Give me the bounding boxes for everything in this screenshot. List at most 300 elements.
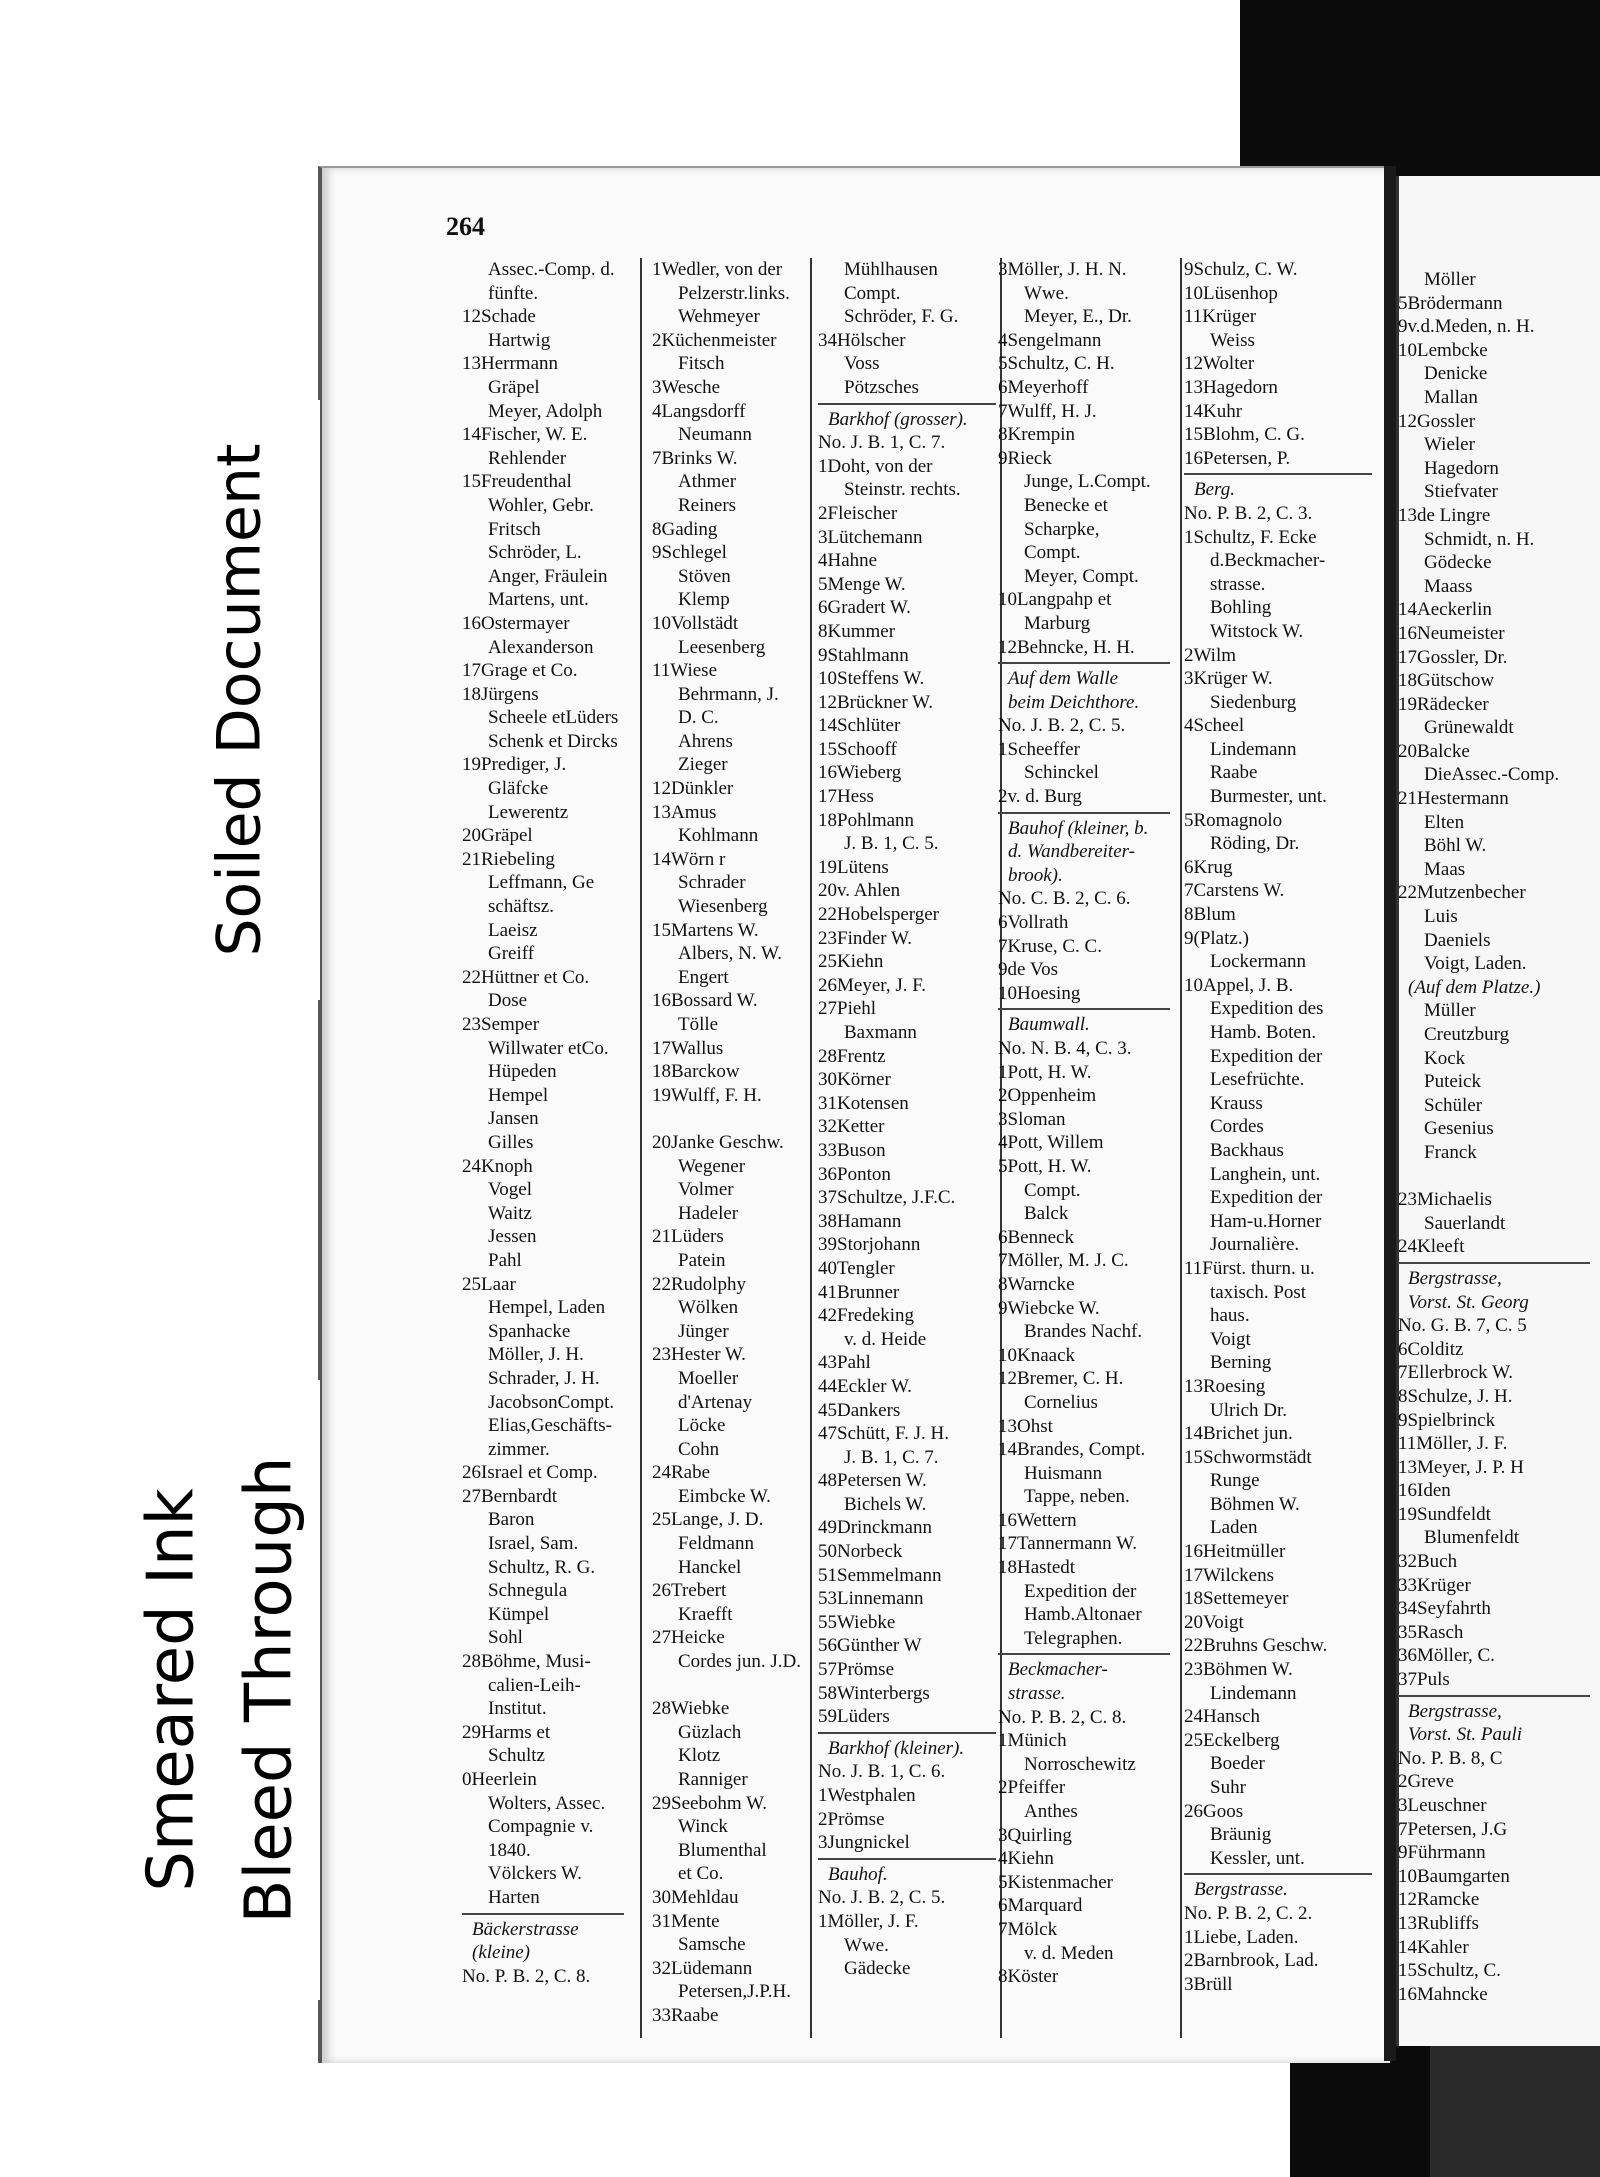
directory-entry: Martens, unt. xyxy=(488,589,589,611)
directory-entry: v. d. Meden xyxy=(1024,1942,1114,1964)
section-rule xyxy=(462,1913,624,1915)
directory-entry: 5Menge W. xyxy=(818,573,906,595)
directory-entry: Institut. xyxy=(488,1698,547,1720)
section-rule xyxy=(998,812,1170,814)
directory-entry: 37Schultze, J.F.C. xyxy=(818,1187,956,1209)
directory-entry: Meyer, Compt. xyxy=(1024,565,1139,587)
directory-entry: Cordes jun. J.D. xyxy=(678,1651,801,1673)
directory-entry: Maass xyxy=(1424,575,1473,597)
directory-entry: 3Jungnickel xyxy=(818,1832,910,1854)
directory-entry: 16Mahncke xyxy=(1398,1983,1488,2005)
directory-entry: 15Schwormstädt xyxy=(1184,1446,1312,1468)
directory-entry: 25Laar xyxy=(462,1273,516,1295)
directory-entry: Schrader xyxy=(678,872,746,894)
directory-entry: 33Buson xyxy=(818,1139,886,1161)
directory-entry: Israel, Sam. xyxy=(488,1533,579,1555)
directory-entry: 18Barckow xyxy=(652,1061,740,1083)
directory-entry: haus. xyxy=(1210,1305,1250,1327)
directory-entry: Sohl xyxy=(488,1627,523,1649)
directory-entry: No. P. B. 2, C. 3. xyxy=(1184,502,1313,524)
directory-entry: No. P. B. 2, C. 8. xyxy=(998,1706,1127,1728)
directory-entry: 28Böhme, Musi- xyxy=(462,1651,591,1673)
smeared-ink-line: Smeared Ink xyxy=(134,1488,208,1892)
directory-entry: Fitsch xyxy=(678,353,725,375)
directory-entry: Völckers W. xyxy=(488,1863,582,1885)
directory-entry: Gesenius xyxy=(1424,1118,1494,1140)
directory-entry: Scheele etLüders xyxy=(488,707,619,729)
directory-entry: 15Martens W. xyxy=(652,919,759,941)
directory-entry: 23Hester W. xyxy=(652,1344,746,1366)
directory-entry: Schrader, J. H. xyxy=(488,1367,600,1389)
directory-entry: Baron xyxy=(488,1509,535,1531)
directory-entry xyxy=(1398,1165,1598,1189)
directory-entry: 57Prömse xyxy=(818,1659,894,1681)
directory-entry: Lesefrüchte. xyxy=(1210,1069,1305,1091)
directory-entry: Daeniels xyxy=(1424,929,1491,951)
directory-entry: Schnegula xyxy=(488,1580,568,1602)
directory-entry: Wieler xyxy=(1424,434,1475,456)
directory-entry: 31Mente xyxy=(652,1910,720,1932)
directory-entry: Moeller xyxy=(678,1367,739,1389)
directory-entry: Krauss xyxy=(1210,1092,1263,1114)
directory-entry: 18Jürgens xyxy=(462,683,539,705)
directory-entry: Gräpel xyxy=(488,376,540,398)
street-heading: Baumwall. xyxy=(1008,1014,1090,1036)
directory-entry: 3Leuschner xyxy=(1398,1795,1487,1816)
directory-entry: Stiefvater xyxy=(1424,481,1498,503)
directory-entry: Möller, J. H. xyxy=(488,1344,584,1366)
directory-entry: Hanckel xyxy=(678,1556,742,1578)
section-rule xyxy=(998,1008,1170,1010)
directory-column-2 xyxy=(652,258,814,2028)
directory-entry: 4Pott, Willem xyxy=(998,1132,1104,1154)
directory-entry: 10Appel, J. B. xyxy=(1184,974,1294,996)
directory-entry: 36Möller, C. xyxy=(1398,1645,1495,1667)
directory-entry: 27Heicke xyxy=(652,1627,725,1649)
directory-entry: 16Iden xyxy=(1398,1480,1451,1502)
directory-entry: Bichels W. xyxy=(844,1493,927,1515)
directory-entry: 27Piehl xyxy=(818,998,877,1020)
directory-entry: Güzlach xyxy=(678,1721,742,1743)
directory-entry: Hagedorn xyxy=(1424,457,1499,479)
directory-entry: J. B. 1, C. 7. xyxy=(844,1446,939,1468)
directory-entry: Böhmen W. xyxy=(1210,1493,1300,1515)
directory-column-4 xyxy=(998,258,1178,1989)
directory-entry: 4Langsdorff xyxy=(652,400,746,422)
directory-entry: No. C. B. 2, C. 6. xyxy=(998,888,1131,910)
street-heading: Bäckerstrasse xyxy=(472,1918,579,1940)
section-rule xyxy=(818,403,996,405)
directory-entry: 5Pott, H. W. xyxy=(998,1155,1092,1177)
directory-entry: Hadeler xyxy=(678,1202,739,1224)
directory-entry: Voss xyxy=(844,353,880,375)
directory-entry: Schultz xyxy=(488,1745,545,1767)
directory-entry: 14Aeckerlin xyxy=(1398,599,1492,621)
directory-entry: Ulrich Dr. xyxy=(1210,1399,1288,1421)
directory-entry: Vogel xyxy=(488,1179,532,1201)
directory-entry: Leesenberg xyxy=(678,636,766,658)
directory-entry: 58Winterbergs xyxy=(818,1682,930,1704)
directory-entry: Rehlender xyxy=(488,447,567,469)
directory-entry: Jessen xyxy=(488,1226,537,1248)
directory-entry: Schüler xyxy=(1424,1094,1483,1116)
directory-entry: Gödecke xyxy=(1424,552,1492,574)
directory-entry: Boeder xyxy=(1210,1753,1265,1775)
directory-entry: 1840. xyxy=(488,1839,531,1861)
directory-entry: 3Möller, J. H. N. xyxy=(998,259,1127,280)
directory-entry: 31Kotensen xyxy=(818,1092,909,1114)
directory-entry: 17Gossler, Dr. xyxy=(1398,646,1508,668)
directory-entry: 48Petersen W. xyxy=(818,1470,927,1492)
street-heading: Vorst. St. Pauli xyxy=(1408,1724,1523,1746)
directory-entry: Löcke xyxy=(678,1415,726,1437)
directory-entry: 9de Vos xyxy=(998,959,1059,981)
directory-entry: Maas xyxy=(1424,858,1466,880)
column-divider-4 xyxy=(1180,258,1182,2038)
directory-entry: 34Seyfahrth xyxy=(1398,1598,1491,1620)
directory-entry: 7Mölck xyxy=(998,1918,1058,1940)
directory-entry: 12Gossler xyxy=(1398,410,1476,432)
directory-entry: 12Bremer, C. H. xyxy=(998,1368,1124,1390)
directory-entry: 19Prediger, J. xyxy=(462,754,567,776)
directory-entry: 1Pott, H. W. xyxy=(998,1061,1092,1083)
directory-entry: Elias,Geschäfts- xyxy=(488,1415,612,1437)
section-rule xyxy=(1184,1873,1372,1875)
directory-entry: 13Ohst xyxy=(998,1415,1053,1437)
directory-entry: 5Brödermann xyxy=(1398,292,1503,314)
directory-entry: 16Bossard W. xyxy=(652,990,758,1012)
directory-entry: 1Wedler, von der xyxy=(652,259,783,280)
directory-entry: Creutzburg xyxy=(1424,1024,1510,1045)
directory-entry: 28Frentz xyxy=(818,1045,886,1067)
section-rule xyxy=(818,1732,996,1734)
directory-entry: Kümpel xyxy=(488,1603,550,1625)
directory-entry: 1Doht, von der xyxy=(818,455,933,477)
directory-entry: 26Israel et Comp. xyxy=(462,1462,598,1484)
directory-entry: 2Küchenmeister xyxy=(652,329,777,351)
directory-entry: 23Michaelis xyxy=(1398,1189,1492,1211)
directory-entry: 12Ramcke xyxy=(1398,1889,1480,1911)
directory-entry: 5Romagnolo xyxy=(1184,809,1283,831)
directory-entry: 42Fredeking xyxy=(818,1305,915,1327)
directory-entry: Kraefft xyxy=(678,1603,733,1625)
directory-entry: 9Schlegel xyxy=(652,542,727,564)
directory-entry: 13Herrmann xyxy=(462,353,559,375)
directory-entry: 59Lüders xyxy=(818,1706,890,1728)
directory-entry: 6Benneck xyxy=(998,1226,1074,1248)
directory-entry: zimmer. xyxy=(488,1438,550,1460)
directory-entry: 1Schultz, F. Ecke xyxy=(1184,526,1317,548)
directory-entry: 16Wettern xyxy=(998,1509,1077,1531)
directory-entry: Elten xyxy=(1424,811,1465,833)
directory-entry: Backhaus xyxy=(1210,1139,1284,1161)
directory-entry: Compt. xyxy=(1024,1179,1081,1201)
directory-entry: 6Gradert W. xyxy=(818,597,911,619)
directory-entry: Kessler, unt. xyxy=(1210,1847,1305,1869)
directory-entry: 6Meyerhoff xyxy=(998,376,1089,398)
directory-entry: 56Günther W xyxy=(818,1635,922,1657)
directory-entry: 12Dünkler xyxy=(652,778,734,800)
directory-entry: 2v. d. Burg xyxy=(998,786,1082,808)
directory-entry: Laden xyxy=(1210,1517,1258,1539)
directory-entry: No. N. B. 4, C. 3. xyxy=(998,1038,1132,1059)
directory-entry: Franck xyxy=(1424,1141,1477,1163)
directory-entry: Hempel, Laden xyxy=(488,1297,606,1319)
directory-entry: 9(Platz.) xyxy=(1184,927,1249,949)
bleed-through-line: Bleed Through xyxy=(232,1456,306,1924)
directory-entry: 15Schultz, C. xyxy=(1398,1960,1501,1982)
directory-entry: 7Brinks W. xyxy=(652,447,738,469)
directory-entry: 44Eckler W. xyxy=(818,1375,912,1397)
directory-entry: Anthes xyxy=(1024,1801,1078,1822)
directory-entry: 8Warncke xyxy=(998,1273,1075,1295)
directory-entry: 53Linnemann xyxy=(818,1588,924,1610)
directory-entry: 11Wiese xyxy=(652,660,718,682)
directory-entry: schäftsz. xyxy=(488,896,554,918)
directory-entry: 2Wilm xyxy=(1184,644,1237,666)
directory-entry: No. J. B. 2, C. 5. xyxy=(998,715,1126,737)
directory-entry: Zieger xyxy=(678,754,728,776)
directory-entry: 40Tengler xyxy=(818,1257,895,1279)
directory-entry: Langhein, unt. xyxy=(1210,1163,1321,1185)
directory-entry: Möller xyxy=(1424,269,1476,290)
directory-entry: Expedition der xyxy=(1024,1580,1137,1602)
directory-entry: 15Schooff xyxy=(818,738,897,760)
directory-entry: 14Kahler xyxy=(1398,1936,1469,1958)
directory-entry: 1Scheeffer xyxy=(998,738,1080,760)
directory-entry: Ham-u.Horner xyxy=(1210,1210,1322,1232)
directory-entry: 7Wulff, H. J. xyxy=(998,400,1097,422)
directory-entry: 26Goos xyxy=(1184,1800,1244,1822)
directory-entry: 7Petersen, J.G xyxy=(1398,1818,1508,1840)
directory-entry: Wohler, Gebr. xyxy=(488,494,594,516)
directory-entry: No. J. B. 1, C. 7. xyxy=(818,432,946,454)
directory-entry: et Co. xyxy=(678,1863,724,1885)
directory-entry: Huismann xyxy=(1024,1462,1103,1484)
directory-entry: Petersen,J.P.H. xyxy=(678,1981,791,2003)
directory-entry: Jünger xyxy=(678,1320,729,1342)
directory-entry: 16Neumeister xyxy=(1398,622,1505,644)
directory-entry: 14Brandes, Compt. xyxy=(998,1439,1146,1461)
directory-entry: Runge xyxy=(1210,1470,1260,1492)
directory-entry: 18Hastedt xyxy=(998,1557,1076,1579)
directory-entry: 16Heitmüller xyxy=(1184,1541,1286,1563)
directory-entry: 22Hobelsperger xyxy=(818,904,940,926)
directory-entry: 20Janke Geschw. xyxy=(652,1131,784,1153)
directory-entry: 29Seebohm W. xyxy=(652,1792,768,1814)
directory-entry: DieAssec.-Comp. xyxy=(1424,764,1560,786)
directory-entry: 18Settemeyer xyxy=(1184,1588,1289,1610)
directory-entry: Voigt, Laden. xyxy=(1424,953,1527,975)
directory-entry: Denicke xyxy=(1424,363,1488,385)
directory-entry: 45Dankers xyxy=(818,1399,901,1421)
directory-entry: Brandes Nachf. xyxy=(1024,1321,1143,1343)
directory-entry: Hüpeden xyxy=(488,1061,557,1083)
page-number: 264 xyxy=(446,212,485,241)
directory-entry: 14Kuhr xyxy=(1184,400,1243,422)
directory-entry: Blumenfeldt xyxy=(1424,1527,1519,1549)
directory-entry: taxisch. Post xyxy=(1210,1281,1307,1303)
directory-entry: Schmidt, n. H. xyxy=(1424,528,1535,550)
directory-entry: Schenk et Dircks xyxy=(488,730,618,752)
directory-entry: 26Trebert xyxy=(652,1580,727,1602)
directory-entry: 17Tannermann W. xyxy=(998,1533,1138,1555)
directory-entry: No. P. B. 2, C. 8. xyxy=(462,1965,591,1987)
directory-entry: calien-Leih- xyxy=(488,1674,581,1696)
directory-entry: Waitz xyxy=(488,1202,532,1224)
directory-entry: Siedenburg xyxy=(1210,691,1297,713)
directory-entry: 5Kistenmacher xyxy=(998,1871,1114,1893)
directory-entry: Steinstr. rechts. xyxy=(844,479,961,501)
directory-entry: 19Rädecker xyxy=(1398,693,1489,715)
directory-entry: Volmer xyxy=(678,1179,734,1201)
directory-entry: Klotz xyxy=(678,1745,721,1767)
directory-entry: Mallan xyxy=(1424,386,1478,408)
directory-entry: 21Riebeling xyxy=(462,848,555,870)
directory-entry: Albers, N. W. xyxy=(678,943,782,965)
directory-entry: 8Köster xyxy=(998,1966,1059,1988)
directory-entry: 4Hahne xyxy=(818,550,878,572)
directory-entry: 10Hoesing xyxy=(998,982,1081,1004)
directory-entry: Röding, Dr. xyxy=(1210,833,1300,855)
directory-entry: 9Spielbrinck xyxy=(1398,1409,1496,1431)
directory-entry: 30Mehldau xyxy=(652,1886,739,1908)
directory-entry: Stöven xyxy=(678,565,731,587)
directory-entry: Kock xyxy=(1424,1047,1466,1069)
directory-entry: 20Gräpel xyxy=(462,825,533,847)
directory-entry: Wwe. xyxy=(1024,282,1069,304)
street-heading: Vorst. St. Georg xyxy=(1408,1291,1529,1313)
directory-entry: Wwe. xyxy=(844,1934,889,1956)
section-rule xyxy=(818,1858,996,1860)
directory-entry: 22Rudolphy xyxy=(652,1273,746,1295)
directory-entry: Lockermann xyxy=(1210,951,1307,973)
directory-entry: fünfte. xyxy=(488,282,539,304)
directory-entry: Raabe xyxy=(1210,762,1258,784)
directory-entry: 12Wolter xyxy=(1184,353,1255,375)
directory-entry: Junge, L.Compt. xyxy=(1024,471,1151,493)
directory-entry: 21Lüders xyxy=(652,1226,724,1248)
directory-entry: Assec.-Comp. d. xyxy=(488,259,615,280)
directory-entry: 8Krempin xyxy=(998,424,1076,446)
directory-entry: v. d. Heide xyxy=(844,1328,927,1350)
directory-entry: 14Schlüter xyxy=(818,715,901,737)
smeared-ink-label xyxy=(120,1380,320,2000)
directory-entry: 13de Lingre xyxy=(1398,504,1491,526)
directory-entry: Wegener xyxy=(678,1155,746,1177)
directory-column-6 xyxy=(1398,268,1598,2006)
directory-entry: Kohlmann xyxy=(678,825,759,847)
directory-entry: Marburg xyxy=(1024,612,1091,634)
book-gutter xyxy=(1384,166,1396,2061)
directory-entry: 23Böhmen W. xyxy=(1184,1659,1293,1681)
street-heading: strasse. xyxy=(1008,1683,1066,1705)
directory-entry: Tappe, neben. xyxy=(1024,1486,1130,1508)
directory-entry: Gläfcke xyxy=(488,778,549,800)
directory-entry: 3Quirling xyxy=(998,1824,1072,1846)
section-rule xyxy=(1398,1262,1590,1264)
directory-entry: 2Oppenheim xyxy=(998,1085,1097,1107)
directory-entry: Expedition des xyxy=(1210,998,1324,1020)
directory-entry: Cornelius xyxy=(1024,1391,1098,1413)
directory-entry: 9Rieck xyxy=(998,447,1052,469)
directory-entry: 9Führmann xyxy=(1398,1842,1486,1864)
directory-entry: 6Colditz xyxy=(1398,1338,1464,1360)
directory-entry: 24Kleeft xyxy=(1398,1236,1465,1258)
street-heading: Bergstrasse, xyxy=(1408,1267,1502,1289)
directory-entry: J. B. 1, C. 5. xyxy=(844,833,939,855)
directory-entry: Winck xyxy=(678,1816,728,1838)
directory-entry: Böhl W. xyxy=(1424,835,1487,857)
directory-entry: 19Lütens xyxy=(818,856,889,878)
directory-entry: 29Harms et xyxy=(462,1721,551,1743)
directory-entry: 39Storjohann xyxy=(818,1234,921,1256)
directory-entry: Wölken xyxy=(678,1297,739,1319)
directory-entry: Lindemann xyxy=(1210,1682,1297,1704)
directory-entry: Jansen xyxy=(488,1108,539,1130)
street-heading: Bergstrasse, xyxy=(1408,1700,1502,1722)
directory-entry: 3Brüll xyxy=(1184,1973,1233,1995)
directory-entry: 9Stahlmann xyxy=(818,644,909,666)
directory-entry: 10Baumgarten xyxy=(1398,1865,1510,1887)
directory-entry: 32Ketter xyxy=(818,1116,885,1138)
directory-entry: 11Möller, J. F. xyxy=(1398,1433,1508,1455)
directory-entry: 37Puls xyxy=(1398,1669,1450,1691)
directory-entry: Willwater etCo. xyxy=(488,1037,609,1059)
directory-entry: Engert xyxy=(678,966,729,988)
directory-entry: 0Heerlein xyxy=(462,1769,537,1790)
directory-entry: 18Gütschow xyxy=(1398,670,1495,692)
directory-entry: 7Carstens W. xyxy=(1184,880,1285,902)
directory-entry: Wiesenberg xyxy=(678,896,768,918)
directory-entry: 3Lütchemann xyxy=(818,526,923,548)
directory-entry: 13Rubliffs xyxy=(1398,1912,1479,1934)
directory-entry: 20Voigt xyxy=(1184,1611,1244,1633)
directory-entry: Spanhacke xyxy=(488,1320,571,1342)
directory-entry: Sauerlandt xyxy=(1424,1212,1506,1234)
directory-entry: 19Wulff, F. H. xyxy=(652,1084,762,1106)
street-heading: Auf dem Walle xyxy=(1008,668,1119,690)
section-rule xyxy=(998,1653,1170,1655)
directory-entry: Hartwig xyxy=(488,329,551,351)
directory-entry: Meyer, E., Dr. xyxy=(1024,306,1132,328)
directory-entry: No. G. B. 7, C. 5 xyxy=(1398,1315,1527,1337)
directory-entry: Luis xyxy=(1424,906,1458,928)
directory-entry: Grünewaldt xyxy=(1424,717,1514,739)
scan-dark-margin-top xyxy=(1240,0,1600,178)
directory-entry: Neumann xyxy=(678,424,752,446)
directory-entry: 8Blum xyxy=(1184,904,1236,926)
street-heading: Bergstrasse. xyxy=(1194,1879,1288,1901)
directory-entry: Fritsch xyxy=(488,518,541,540)
directory-entry: Cohn xyxy=(678,1438,720,1460)
directory-entry: Alexanderson xyxy=(488,636,594,658)
directory-entry: Müller xyxy=(1424,1000,1476,1022)
column-divider-1 xyxy=(640,258,642,2038)
directory-entry: 10Knaack xyxy=(998,1344,1076,1366)
directory-entry: Norroschewitz xyxy=(1024,1753,1136,1775)
directory-entry: 9Wiebcke W. xyxy=(998,1297,1100,1319)
directory-entry: Hempel xyxy=(488,1084,549,1106)
directory-entry: Scharpke, xyxy=(1024,518,1100,540)
directory-entry: Expedition der xyxy=(1210,1045,1323,1067)
directory-entry: Hamb.Altonaer xyxy=(1024,1604,1142,1626)
directory-entry: No. P. B. 8, C xyxy=(1398,1747,1503,1769)
directory-entry: Voigt xyxy=(1210,1328,1251,1350)
directory-entry: 14Fischer, W. E. xyxy=(462,424,588,446)
directory-entry: No. J. B. 2, C. 5. xyxy=(818,1887,946,1909)
directory-entry: No. P. B. 2, C. 2. xyxy=(1184,1902,1313,1924)
